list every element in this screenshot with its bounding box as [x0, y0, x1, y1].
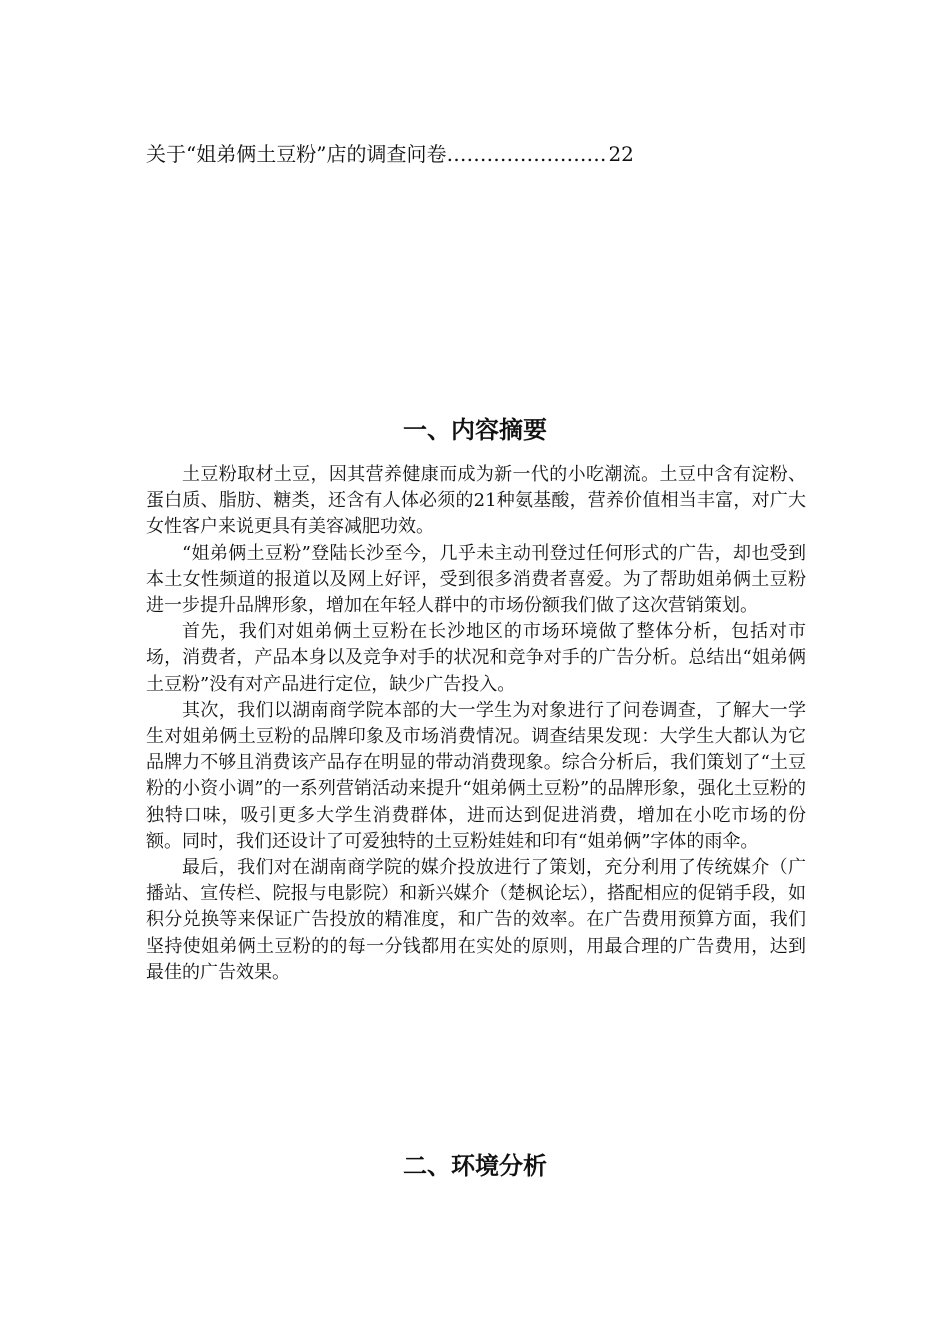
paragraph: “姐弟俩土豆粉”登陆长沙至今，几乎未主动刊登过任何形式的广告，却也受到本土女性频道的报道以及网上好评，受到很多消费者喜爱。为了帮助姐弟俩土豆粉进一步提升品牌形象，增加在年轻人群中的市场份额我们做了这次营销策划。 — [146, 542, 806, 617]
paragraph: 首先，我们对姐弟俩土豆粉在长沙地区的市场环境做了整体分析，包括对市场，消费者，产品本身以及竞争对手的状况和竞争对手的广告分析。总结出“姐弟俩土豆粉”没有对产品进行定位，缺少广告投入。 — [146, 621, 806, 695]
paragraph: 其次，我们以湖南商学院本部的大一学生为对象进行了问卷调查，了解大一学生对姐弟俩土豆粉的品牌印象及市场消费情况。调查结果发现：大学生大都认为它品牌力不够且消费该产品存在明显的带动消费现象。综合分析后，我们策划了“土豆粉的小资小调”的一系列营销活动来提升“姐弟俩土豆粉”的品牌形象，强化土豆粉的独特口味，吸引更多大学生消费群体，进而达到促进消费，增加在小吃市场的份额。同时，我们还设计了可爱独特的土豆粉娃娃和印有“姐弟俩”字体的雨伞。 — [146, 699, 806, 852]
toc-entry[interactable] — [146, 140, 786, 168]
toc-page-number: 22 — [608, 142, 634, 166]
section-heading-summary: 一、内容摘要 — [403, 416, 547, 444]
paragraph: 最后，我们对在湖南商学院的媒介投放进行了策划，充分利用了传统媒介（广播站、宣传栏、院报与电影院）和新兴媒介（楚枫论坛），搭配相应的促销手段，如积分兑换等来保证广告投放的精准度，和广告的效率。在广告费用预算方面，我们坚持使姐弟俩土豆粉的的每一分钱都用在实处的原则，用最合理的广告费用，达到最佳的广告效果。 — [146, 857, 806, 983]
toc-leader: …………………… — [446, 142, 607, 166]
section-heading-environment: 二、环境分析 — [403, 1152, 547, 1180]
summary-body — [146, 462, 806, 986]
toc-entry-text: 关于“姐弟俩土豆粉”店的调查问卷 — [146, 142, 447, 166]
paragraph: 土豆粉取材土豆，因其营养健康而成为新一代的小吃潮流。土豆中含有淀粉、蛋白质、脂肪、糖类，还含有人体必须的21种氨基酸，营养价值相当丰富，对广大女性客户来说更具有美容减肥功效。 — [146, 464, 806, 538]
